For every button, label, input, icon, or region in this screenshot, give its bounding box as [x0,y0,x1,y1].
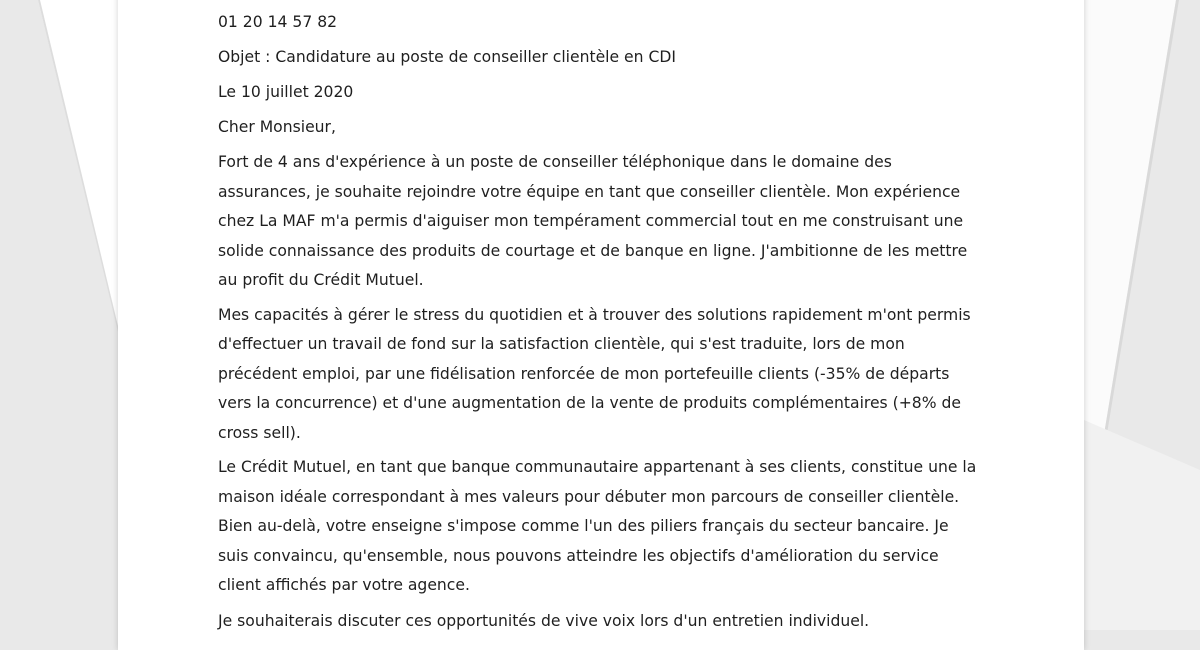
letter-paragraph-skills: Mes capacités à gérer le stress du quotidien et à trouver des solutions rapidement m'ont permis d'effectuer un travail de fond sur la satisfaction clientèle, qui s'est traduite, lors de mon précédent emploi, par une fidélisation renforcée de mon portefeuille clients (-35% de départs vers la concurrence) et d'une augmentation de la vente de produits complémentaires (+8% de cross sell). [218,305,971,442]
letter-paragraph-interview: Je souhaiterais discuter ces opportunités de vive voix lors d'un entretien individuel. [218,612,870,631]
letter-salutation: Cher Monsieur, [218,118,336,137]
letter-paragraph-experience: Fort de 4 ans d'expérience à un poste de conseiller téléphonique dans le domaine des assurances, je souhaite rejoindre votre équipe en tant que conseiller clientèle. Mon expérience chez La MAF m'a permis d'aiguiser mon tempérament commercial tout en me construisant une solide connaissance des produits de courtage et de banque en ligne. J'ambitionne de les mettre au profit du Crédit Mutuel. [218,153,968,289]
letter-date: Le 10 juillet 2020 [218,83,354,102]
letter-paragraph-company: Le Crédit Mutuel, en tant que banque communautaire appartenant à ses clients, constitue une la maison idéale correspondant à mes valeurs pour débuter mon parcours de conseiller clientèle. Bien au-delà, votre enseigne s'impose comme l'un des piliers français du secteur bancaire. Je suis convaincu, qu'ensemble, nous pouvons atteindre les objectifs d'amélioration du service client affichés par votre agence. [218,458,977,595]
letter-subject: Objet : Candidature au poste de conseiller clientèle en CDI [218,48,676,67]
sender-phone: 01 20 14 57 82 [218,13,338,31]
cover-letter-body [218,8,978,642]
